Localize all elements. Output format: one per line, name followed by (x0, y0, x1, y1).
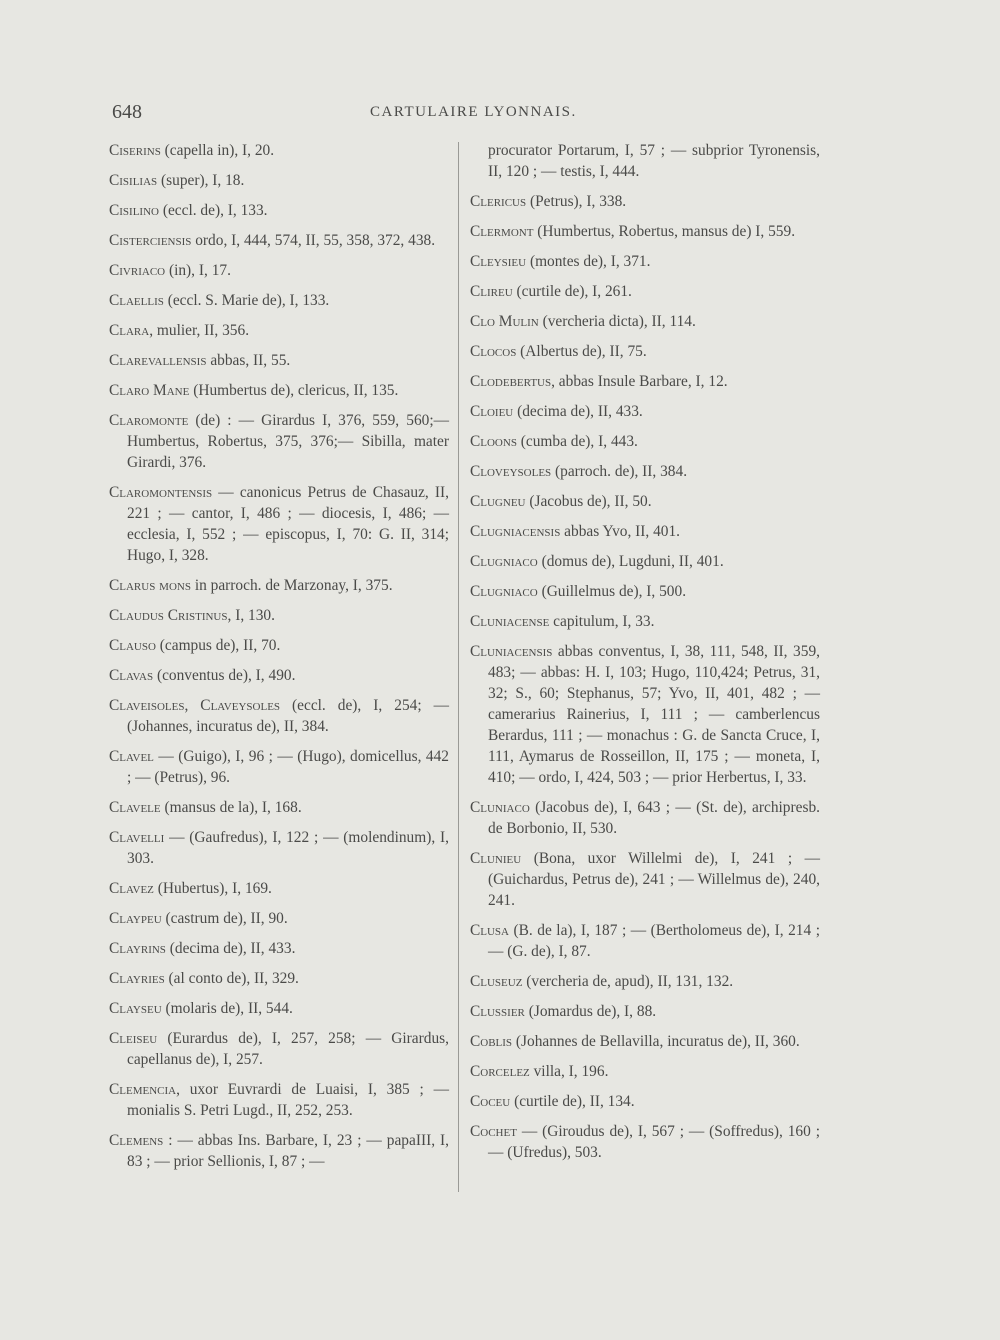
index-entry (470, 551, 820, 572)
index-entry (470, 1001, 820, 1022)
entry-text: (B. de la), I, 187 ; — (Bertholomeus de), I, 214 ; — (G. de), I, 87. (488, 922, 820, 960)
entry-heading: Clavele (109, 799, 161, 816)
entry-heading: Cloveysoles (470, 463, 552, 480)
entry-text: — (Guigo), I, 96 ; — (Hugo), domicellus, 442 ; — (Petrus), 96. (127, 748, 449, 786)
running-head: CARTULAIRE LYONNAIS. (370, 104, 577, 120)
index-entry (109, 968, 449, 989)
entry-heading: Clugneu (470, 493, 526, 510)
entry-heading: Cluniacensis (470, 643, 553, 660)
entry-heading: Claveisoles, Claveysoles (109, 697, 281, 714)
entry-text: : — abbas Ins. Barbare, I, 23 ; — papaIII, I, 83 ; — prior Sellionis, I, 87 ; — (127, 1132, 449, 1170)
right-index-column (470, 140, 820, 1172)
index-entry (109, 746, 449, 788)
entry-text: (castrum de), II, 90. (161, 910, 288, 927)
entry-heading: Cisilino (109, 202, 159, 219)
entry-heading: Corcelez (470, 1063, 530, 1080)
entry-heading: Clavelli (109, 829, 165, 846)
continued-entry: procurator Portarum, I, 57 ; — subprior Tyronensis, II, 120 ; — testis, I, 444. (488, 142, 820, 180)
page-number: 648 (112, 101, 142, 123)
entry-text: (domus de), Lugduni, II, 401. (537, 553, 724, 570)
entry-text: villa, I, 196. (529, 1063, 609, 1080)
index-entry (470, 1121, 820, 1163)
entry-text: (curtile de), II, 134. (510, 1093, 635, 1110)
index-entry (109, 260, 449, 281)
entry-text: (cumba de), I, 443. (516, 433, 638, 450)
index-entry (109, 695, 449, 737)
entry-text: , abbas Insule Barbare, I, 12. (551, 373, 728, 390)
index-entry (109, 908, 449, 929)
index-entry (109, 230, 449, 251)
entry-heading: Cochet (470, 1123, 517, 1140)
index-entry (109, 635, 449, 656)
entry-heading: Clugniacensis (470, 523, 561, 540)
entry-heading: Cluniacense (470, 613, 550, 630)
index-entry (470, 920, 820, 962)
entry-text: (Jomardus de), I, 88. (524, 1003, 657, 1020)
entry-heading: Clauso (109, 637, 156, 654)
index-entry (109, 797, 449, 818)
entry-text: (curtile de), I, 261. (512, 283, 632, 300)
entry-text: (eccl. de), I, 254; — (Johannes, incuratus de), II, 384. (127, 697, 449, 735)
entry-heading: Civriaco (109, 262, 166, 279)
entry-heading: Cleysieu (470, 253, 527, 270)
entry-heading: Ciserins (109, 142, 161, 159)
index-entry (109, 878, 449, 899)
entry-text: (Albertus de), II, 75. (516, 343, 647, 360)
entry-heading: Claro Mane (109, 382, 190, 399)
entry-text: (conventus de), I, 490. (153, 667, 296, 684)
column-divider (458, 142, 459, 1192)
index-entry (109, 380, 449, 401)
index-entry (109, 1079, 449, 1121)
index-entry (109, 938, 449, 959)
entry-text: (Johannes de Bellavilla, incuratus de), II, 360. (512, 1033, 800, 1050)
entry-heading: Cluseuz (470, 973, 523, 990)
entry-heading: Coceu (470, 1093, 511, 1110)
entry-text: (Humbertus de), clericus, II, 135. (189, 382, 399, 399)
entry-text: (Petrus), I, 338. (526, 193, 627, 210)
entry-text: — (Gaufredus), I, 122 ; — (molendinum), I, 303. (127, 829, 449, 867)
entry-heading: Clireu (470, 283, 513, 300)
entry-text: in parroch. de Marzonay, I, 375. (190, 577, 393, 594)
index-entry (470, 311, 820, 332)
entry-heading: Clericus (470, 193, 527, 210)
entry-heading: Claellis (109, 292, 164, 309)
entry-heading: Clarevallensis (109, 352, 207, 369)
entry-heading: Cloieu (470, 403, 514, 420)
entry-heading: Clayseu (109, 1000, 162, 1017)
index-entry (109, 140, 449, 161)
index-entry (109, 170, 449, 191)
entry-heading: Clayries (109, 970, 165, 987)
left-index-column (109, 140, 449, 1181)
entry-heading: Clussier (470, 1003, 525, 1020)
entry-heading: Clemens (109, 1132, 164, 1149)
index-entry (470, 371, 820, 392)
entry-text: abbas Yvo, II, 401. (560, 523, 681, 540)
index-entry (109, 827, 449, 869)
index-entry (109, 320, 449, 341)
index-entry (109, 410, 449, 473)
index-entry (470, 401, 820, 422)
index-entry (109, 575, 449, 596)
entry-text: (eccl. de), I, 133. (158, 202, 268, 219)
entry-text: — canonicus Petrus de Chasauz, II, 221 ; — cantor, I, 486 ; — diocesis, I, 486; — ecclesia, I, 552 ; — episcopus, I, 70: G. II, 314; Hugo, I, 328. (127, 484, 449, 564)
entry-heading: Clemencia (109, 1081, 177, 1098)
entry-heading: Cloons (470, 433, 517, 450)
entry-text: (montes de), I, 371. (526, 253, 651, 270)
entry-text: (decima de), II, 433. (513, 403, 643, 420)
index-entry (109, 605, 449, 626)
entry-text: (decima de), II, 433. (165, 940, 296, 957)
index-entry (470, 521, 820, 542)
entry-heading: Cluniaco (470, 799, 530, 816)
index-entry (109, 998, 449, 1019)
entry-text: (Jacobus de), II, 50. (525, 493, 652, 510)
index-entry (470, 251, 820, 272)
entry-heading: Clodebertus (470, 373, 552, 390)
index-entry (109, 200, 449, 221)
entry-text: (Guillelmus de), I, 500. (537, 583, 687, 600)
entry-heading: Clunieu (470, 850, 522, 867)
entry-text: abbas conventus, I, 38, 111, 548, II, 359, 483; — abbas: H. I, 103; Hugo, 110,424; Petrus, 31, 32; S., 60; Stephanus, 57; Yvo, II, 401, 482 ; — camerarius Rainerius, I, 111 ; — camberlencus Berardus, 111 ; — monachus : G. de Sancta Cruce, I, 111, Aymarus de Rosseillon, II, 175 ; — moneta, I, 410; — ordo, I, 424, 503 ; — prior Herbertus, I, 33. (488, 643, 820, 786)
entry-text: (Hubertus), I, 169. (153, 880, 272, 897)
entry-text: (parroch. de), II, 384. (551, 463, 688, 480)
entry-heading: Claromontensis (109, 484, 213, 501)
entry-text: , uxor Euvrardi de Luaisi, I, 385 ; — monialis S. Petri Lugd., II, 252, 253. (127, 1081, 449, 1119)
index-entry (109, 290, 449, 311)
index-entry (470, 431, 820, 452)
entry-text: (de) : — Girardus I, 376, 559, 560;— Humbertus, Robertus, 375, 376;— Sibilla, mater Girardi, 376. (127, 412, 449, 471)
entry-text: , I, 130. (227, 607, 275, 624)
entry-heading: Clayrins (109, 940, 166, 957)
index-entry (109, 665, 449, 686)
entry-text: (mansus de la), I, 168. (160, 799, 302, 816)
entry-text: (campus de), II, 70. (155, 637, 281, 654)
entry-text: (vercheria de, apud), II, 131, 132. (522, 973, 734, 990)
entry-heading: Cisterciensis (109, 232, 192, 249)
entry-text: (super), I, 18. (157, 172, 245, 189)
index-entry (470, 341, 820, 362)
entry-heading: Clusa (470, 922, 509, 939)
entry-text: abbas, II, 55. (206, 352, 291, 369)
entry-text: (molaris de), II, 544. (161, 1000, 293, 1017)
entry-heading: Claypeu (109, 910, 162, 927)
index-entry (470, 641, 820, 788)
entry-heading: Clavez (109, 880, 154, 897)
entry-heading: Clavas (109, 667, 154, 684)
entry-heading: Claudus Cristinus (109, 607, 228, 624)
entry-heading: Clara (109, 322, 150, 339)
index-entry (470, 221, 820, 242)
index-entry (470, 281, 820, 302)
entry-heading: Clermont (470, 223, 534, 240)
entry-heading: Coblis (470, 1033, 513, 1050)
index-entry (470, 1091, 820, 1112)
entry-heading: Clo Mulin (470, 313, 539, 330)
entry-text: (Bona, uxor Willelmi de), I, 241 ; — (Guichardus, Petrus de), 241 ; — Willelmus de), 240, 241. (488, 850, 820, 909)
index-entry (109, 1028, 449, 1070)
entry-text: ordo, I, 444, 574, II, 55, 358, 372, 438. (191, 232, 436, 249)
index-entry (470, 581, 820, 602)
index-entry (470, 1031, 820, 1052)
entry-text: , mulier, II, 356. (149, 322, 250, 339)
entry-heading: Clocos (470, 343, 517, 360)
index-entry (109, 1130, 449, 1172)
entry-text: (capella in), I, 20. (160, 142, 275, 159)
index-entry (470, 797, 820, 839)
entry-text: (al conto de), II, 329. (164, 970, 299, 987)
entry-heading: Clugniaco (470, 553, 538, 570)
index-entry (470, 611, 820, 632)
entry-text: (eccl. S. Marie de), I, 133. (163, 292, 330, 309)
index-entry (470, 971, 820, 992)
entry-heading: Claromonte (109, 412, 189, 429)
entry-text: (Humbertus, Robertus, mansus de) I, 559. (533, 223, 796, 240)
index-entry (109, 350, 449, 371)
entry-text: (Eurardus de), I, 257, 258; — Girardus, capellanus de), I, 257. (127, 1030, 449, 1068)
entry-text: (in), I, 17. (165, 262, 231, 279)
entry-text: capitulum, I, 33. (549, 613, 655, 630)
entry-text: (vercheria dicta), II, 114. (538, 313, 696, 330)
entry-text: (Jacobus de), I, 643 ; — (St. de), archipresb. de Borbonio, II, 530. (488, 799, 820, 837)
entry-heading: Clavel (109, 748, 154, 765)
index-entry (109, 482, 449, 566)
index-entry (470, 461, 820, 482)
index-entry (470, 191, 820, 212)
entry-heading: Cisilias (109, 172, 158, 189)
entry-text: — (Giroudus de), I, 567 ; — (Soffredus), 160 ; — (Ufredus), 503. (488, 1123, 820, 1161)
entry-heading: Cleiseu (109, 1030, 158, 1047)
entry-heading: Clugniaco (470, 583, 538, 600)
index-entry (470, 491, 820, 512)
entry-heading: Clarus mons (109, 577, 191, 594)
index-entry (470, 1061, 820, 1082)
index-entry (470, 848, 820, 911)
